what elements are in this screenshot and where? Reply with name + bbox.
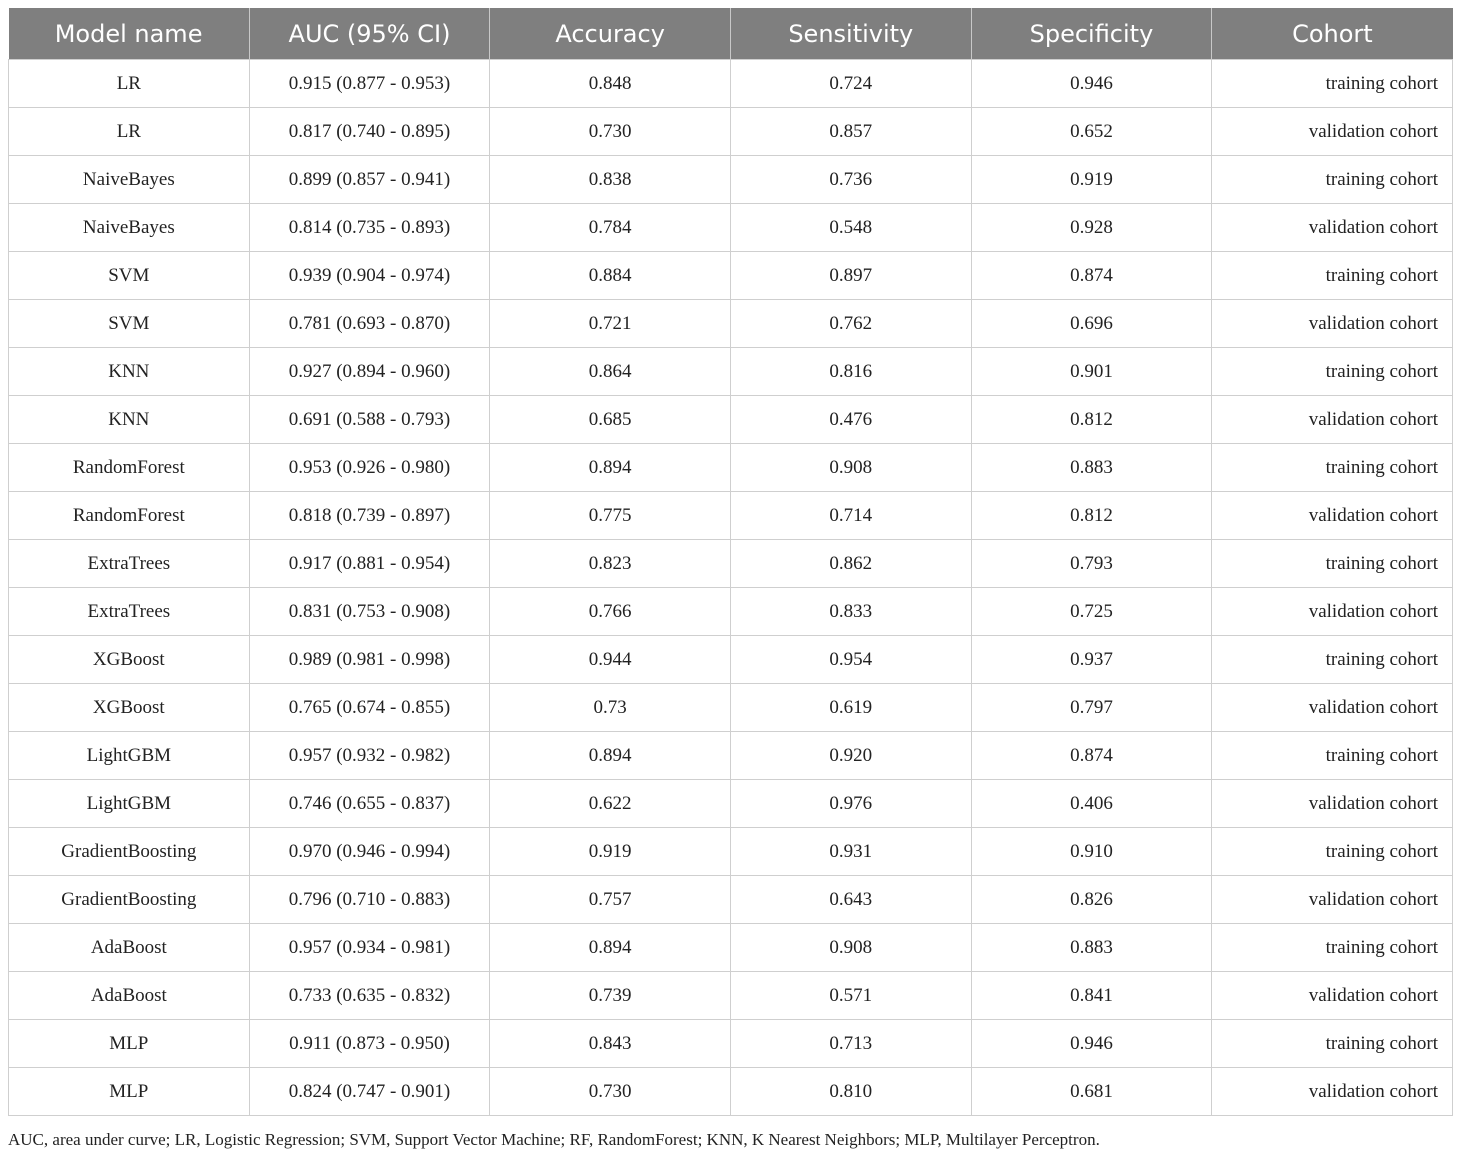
accuracy-cell: 0.919 [490, 828, 731, 876]
cohort-cell: validation cohort [1212, 108, 1453, 156]
specificity-cell: 0.910 [971, 828, 1212, 876]
specificity-cell: 0.681 [971, 1068, 1212, 1116]
specificity-cell: 0.797 [971, 684, 1212, 732]
model-name-cell: NaiveBayes [9, 156, 250, 204]
cohort-cell: training cohort [1212, 732, 1453, 780]
cohort-cell: training cohort [1212, 636, 1453, 684]
auc-cell: 0.746 (0.655 - 0.837) [249, 780, 490, 828]
accuracy-cell: 0.721 [490, 300, 731, 348]
cohort-cell: validation cohort [1212, 972, 1453, 1020]
accuracy-cell: 0.775 [490, 492, 731, 540]
cohort-cell: training cohort [1212, 924, 1453, 972]
table-row [9, 252, 1453, 300]
auc-header: AUC (95% CI) [249, 8, 490, 60]
cohort-cell: training cohort [1212, 252, 1453, 300]
sensitivity-cell: 0.862 [730, 540, 971, 588]
table-row [9, 684, 1453, 732]
model-name-cell: LR [9, 108, 250, 156]
table-footnote: AUC, area under curve; LR, Logistic Regression; SVM, Support Vector Machine; RF, RandomForest; KNN, K Nearest Neighbors; MLP, Multilayer Perceptron. [8, 1130, 1100, 1149]
specificity-cell: 0.696 [971, 300, 1212, 348]
specificity-cell: 0.874 [971, 252, 1212, 300]
model-name-header: Model name [9, 8, 250, 60]
specificity-cell: 0.793 [971, 540, 1212, 588]
model-name-cell: MLP [9, 1068, 250, 1116]
auc-cell: 0.817 (0.740 - 0.895) [249, 108, 490, 156]
model-name-cell: ExtraTrees [9, 540, 250, 588]
table-row [9, 156, 1453, 204]
accuracy-cell: 0.730 [490, 1068, 731, 1116]
cohort-cell: training cohort [1212, 60, 1453, 108]
specificity-cell: 0.946 [971, 60, 1212, 108]
table-row [9, 540, 1453, 588]
cohort-cell: validation cohort [1212, 396, 1453, 444]
sensitivity-header: Sensitivity [730, 8, 971, 60]
sensitivity-cell: 0.476 [730, 396, 971, 444]
accuracy-cell: 0.894 [490, 732, 731, 780]
sensitivity-cell: 0.714 [730, 492, 971, 540]
specificity-cell: 0.652 [971, 108, 1212, 156]
sensitivity-cell: 0.920 [730, 732, 971, 780]
sensitivity-cell: 0.713 [730, 1020, 971, 1068]
specificity-cell: 0.826 [971, 876, 1212, 924]
accuracy-cell: 0.685 [490, 396, 731, 444]
specificity-cell: 0.406 [971, 780, 1212, 828]
cohort-cell: validation cohort [1212, 876, 1453, 924]
cohort-cell: training cohort [1212, 1020, 1453, 1068]
sensitivity-cell: 0.897 [730, 252, 971, 300]
sensitivity-cell: 0.724 [730, 60, 971, 108]
accuracy-header: Accuracy [490, 8, 731, 60]
auc-cell: 0.970 (0.946 - 0.994) [249, 828, 490, 876]
table-header [9, 8, 1453, 60]
accuracy-cell: 0.622 [490, 780, 731, 828]
model-performance-table [8, 8, 1453, 1116]
sensitivity-cell: 0.857 [730, 108, 971, 156]
model-name-cell: RandomForest [9, 444, 250, 492]
model-name-cell: KNN [9, 396, 250, 444]
auc-cell: 0.953 (0.926 - 0.980) [249, 444, 490, 492]
cohort-cell: training cohort [1212, 348, 1453, 396]
sensitivity-cell: 0.816 [730, 348, 971, 396]
auc-cell: 0.831 (0.753 - 0.908) [249, 588, 490, 636]
cohort-cell: validation cohort [1212, 492, 1453, 540]
cohort-cell: training cohort [1212, 156, 1453, 204]
accuracy-cell: 0.73 [490, 684, 731, 732]
sensitivity-cell: 0.619 [730, 684, 971, 732]
accuracy-cell: 0.838 [490, 156, 731, 204]
cohort-cell: validation cohort [1212, 1068, 1453, 1116]
sensitivity-cell: 0.908 [730, 924, 971, 972]
specificity-cell: 0.812 [971, 492, 1212, 540]
table-row [9, 636, 1453, 684]
auc-cell: 0.899 (0.857 - 0.941) [249, 156, 490, 204]
table-row [9, 1020, 1453, 1068]
accuracy-cell: 0.757 [490, 876, 731, 924]
accuracy-cell: 0.848 [490, 60, 731, 108]
model-name-cell: LR [9, 60, 250, 108]
model-name-cell: NaiveBayes [9, 204, 250, 252]
specificity-cell: 0.883 [971, 924, 1212, 972]
header-row [9, 8, 1453, 60]
cohort-cell: validation cohort [1212, 684, 1453, 732]
cohort-cell: training cohort [1212, 540, 1453, 588]
model-name-cell: KNN [9, 348, 250, 396]
table-row [9, 588, 1453, 636]
specificity-cell: 0.725 [971, 588, 1212, 636]
table-row [9, 876, 1453, 924]
accuracy-cell: 0.784 [490, 204, 731, 252]
specificity-cell: 0.812 [971, 396, 1212, 444]
model-name-cell: AdaBoost [9, 924, 250, 972]
model-name-cell: ExtraTrees [9, 588, 250, 636]
table-row [9, 60, 1453, 108]
sensitivity-cell: 0.931 [730, 828, 971, 876]
auc-cell: 0.939 (0.904 - 0.974) [249, 252, 490, 300]
model-name-cell: LightGBM [9, 732, 250, 780]
cohort-header: Cohort [1212, 8, 1453, 60]
model-name-cell: XGBoost [9, 684, 250, 732]
specificity-cell: 0.919 [971, 156, 1212, 204]
auc-cell: 0.927 (0.894 - 0.960) [249, 348, 490, 396]
sensitivity-cell: 0.810 [730, 1068, 971, 1116]
model-name-cell: MLP [9, 1020, 250, 1068]
specificity-cell: 0.841 [971, 972, 1212, 1020]
table-row [9, 780, 1453, 828]
auc-cell: 0.814 (0.735 - 0.893) [249, 204, 490, 252]
auc-cell: 0.989 (0.981 - 0.998) [249, 636, 490, 684]
table-row [9, 972, 1453, 1020]
model-name-cell: RandomForest [9, 492, 250, 540]
results-table-container [8, 8, 1453, 1116]
table-row [9, 348, 1453, 396]
accuracy-cell: 0.843 [490, 1020, 731, 1068]
sensitivity-cell: 0.643 [730, 876, 971, 924]
sensitivity-cell: 0.571 [730, 972, 971, 1020]
sensitivity-cell: 0.976 [730, 780, 971, 828]
table-row [9, 108, 1453, 156]
specificity-cell: 0.874 [971, 732, 1212, 780]
auc-cell: 0.911 (0.873 - 0.950) [249, 1020, 490, 1068]
model-name-cell: GradientBoosting [9, 876, 250, 924]
accuracy-cell: 0.894 [490, 924, 731, 972]
sensitivity-cell: 0.833 [730, 588, 971, 636]
specificity-cell: 0.928 [971, 204, 1212, 252]
cohort-cell: validation cohort [1212, 204, 1453, 252]
auc-cell: 0.691 (0.588 - 0.793) [249, 396, 490, 444]
auc-cell: 0.917 (0.881 - 0.954) [249, 540, 490, 588]
table-row [9, 828, 1453, 876]
specificity-cell: 0.946 [971, 1020, 1212, 1068]
accuracy-cell: 0.766 [490, 588, 731, 636]
accuracy-cell: 0.894 [490, 444, 731, 492]
auc-cell: 0.915 (0.877 - 0.953) [249, 60, 490, 108]
table-body [9, 60, 1453, 1116]
model-name-cell: AdaBoost [9, 972, 250, 1020]
sensitivity-cell: 0.954 [730, 636, 971, 684]
table-row [9, 924, 1453, 972]
auc-cell: 0.796 (0.710 - 0.883) [249, 876, 490, 924]
sensitivity-cell: 0.548 [730, 204, 971, 252]
accuracy-cell: 0.730 [490, 108, 731, 156]
table-row [9, 300, 1453, 348]
cohort-cell: training cohort [1212, 444, 1453, 492]
table-row [9, 396, 1453, 444]
auc-cell: 0.824 (0.747 - 0.901) [249, 1068, 490, 1116]
cohort-cell: validation cohort [1212, 300, 1453, 348]
accuracy-cell: 0.944 [490, 636, 731, 684]
specificity-cell: 0.937 [971, 636, 1212, 684]
model-name-cell: LightGBM [9, 780, 250, 828]
model-name-cell: GradientBoosting [9, 828, 250, 876]
model-name-cell: SVM [9, 252, 250, 300]
specificity-header: Specificity [971, 8, 1212, 60]
auc-cell: 0.733 (0.635 - 0.832) [249, 972, 490, 1020]
cohort-cell: validation cohort [1212, 780, 1453, 828]
model-name-cell: SVM [9, 300, 250, 348]
table-row [9, 492, 1453, 540]
model-name-cell: XGBoost [9, 636, 250, 684]
sensitivity-cell: 0.908 [730, 444, 971, 492]
auc-cell: 0.957 (0.932 - 0.982) [249, 732, 490, 780]
table-row [9, 732, 1453, 780]
cohort-cell: validation cohort [1212, 588, 1453, 636]
sensitivity-cell: 0.736 [730, 156, 971, 204]
table-row [9, 204, 1453, 252]
table-row [9, 444, 1453, 492]
table-row [9, 1068, 1453, 1116]
auc-cell: 0.765 (0.674 - 0.855) [249, 684, 490, 732]
sensitivity-cell: 0.762 [730, 300, 971, 348]
accuracy-cell: 0.739 [490, 972, 731, 1020]
accuracy-cell: 0.864 [490, 348, 731, 396]
specificity-cell: 0.883 [971, 444, 1212, 492]
accuracy-cell: 0.884 [490, 252, 731, 300]
auc-cell: 0.818 (0.739 - 0.897) [249, 492, 490, 540]
cohort-cell: training cohort [1212, 828, 1453, 876]
auc-cell: 0.957 (0.934 - 0.981) [249, 924, 490, 972]
specificity-cell: 0.901 [971, 348, 1212, 396]
accuracy-cell: 0.823 [490, 540, 731, 588]
auc-cell: 0.781 (0.693 - 0.870) [249, 300, 490, 348]
